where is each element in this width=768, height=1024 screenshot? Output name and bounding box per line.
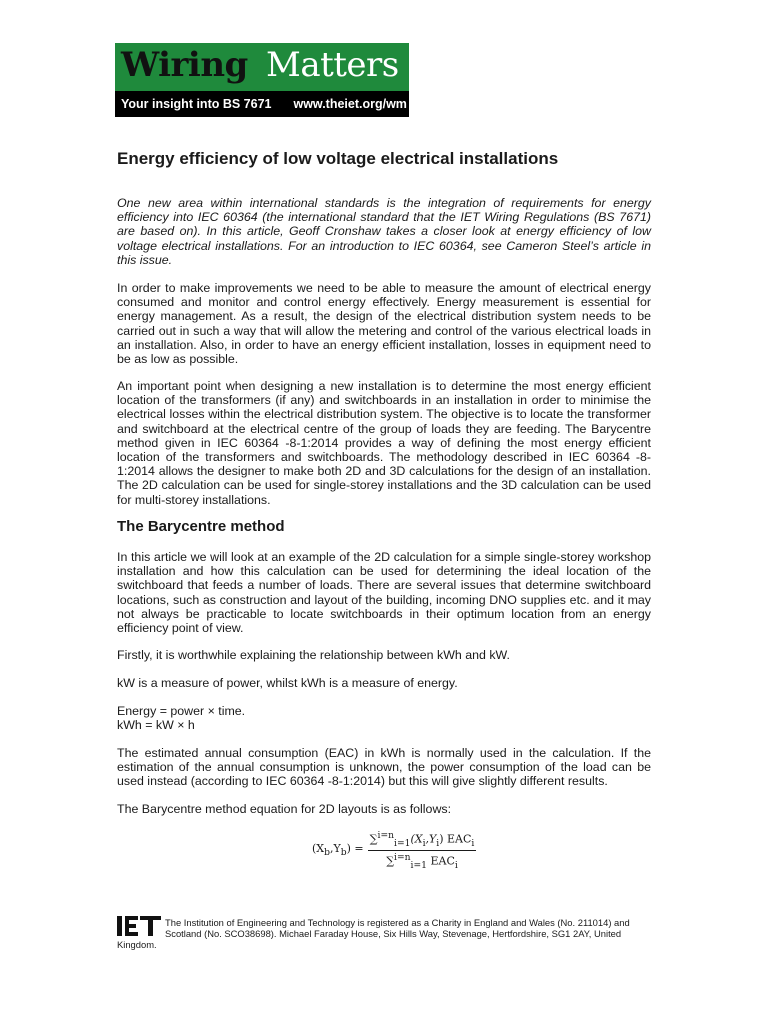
- banner-logo-area: [115, 43, 409, 91]
- barycentre-formula: [312, 830, 476, 871]
- energy-equation-line: Energy = power × time.: [117, 704, 246, 718]
- formula-numerator: $\sum^{i=n}_{i=1}(X_i,Y_i)$ $EAC_i$: [369, 830, 475, 849]
- paragraph-8: The Barycentre method equation for 2D layouts is as follows:: [117, 802, 452, 816]
- formula-lhs: $(X_b,Y_b)$ =: [312, 842, 364, 859]
- paragraph-7: The estimated annual consumption (EAC) in kWh is normally used in the calculation. If the estimation of the annual consumption is unknown, the power consumption of the load can be used instead (according to IEC 60364 -8-1:2014) but this will give slightly different results.: [117, 746, 651, 789]
- footer: [117, 917, 653, 950]
- banner-url: www.theiet.org/wm: [293, 97, 407, 111]
- iet-logo: [117, 915, 161, 937]
- paragraph-4: Firstly, it is worthwhile explaining the relationship between kWh and kW.: [117, 648, 511, 662]
- logo-word-wiring: Wiring: [121, 45, 248, 85]
- paragraph-2: An important point when designing a new installation is to determine the most energy efficient location of the transformers (if any) and switchboards in an installation in order to minimise the electrical losses within the electrical distribution system. The objective is to locate the transformer and switchboard at the electrical centre of the group of loads they are feeding. The Barycentre method given in IEC 60364 -8-1:2014 provides a way of defining the most energy efficient location of the transformers and switchboards. The methodology described in IEC 60364 -8-1:2014 allows the designer to make both 2D and 3D calculations for the design of an installation. The 2D calculation can be used for single-storey installations and the 3D calculation can be used for multi-storey installations.: [117, 379, 651, 507]
- article-title: Energy efficiency of low voltage electrical installations: [117, 149, 559, 168]
- banner-tagline-bar: [115, 91, 409, 117]
- kwh-equation-line: kWh = kW × h: [117, 718, 195, 733]
- banner-tagline: Your insight into BS 7671: [121, 97, 272, 111]
- formula-denominator: ∑$^{i=n}_{i=1}$ $EAC_i$: [386, 851, 458, 871]
- section-heading: The Barycentre method: [117, 518, 285, 535]
- logo-word-matters: Matters: [266, 45, 399, 85]
- footer-charity-text: The Institution of Engineering and Technology is registered as a Charity in England and Wales (No. 211014) and Scotland (No. SCO38698). Michael Faraday House, Six Hills Way, Stevenage, Hertfordshire, SG1 2AY, United Kingdom.: [117, 917, 630, 950]
- paragraph-3: In this article we will look at an example of the 2D calculation for a simple single-storey workshop installation and how this calculation can be used for determining the ideal location of the switchboard that feeds a number of loads. There are several issues that determine switchboard locations, such as construction and layout of the building, incoming DNO supplies etc. and it may not always be practicable to locate switchboards in their optimum location from an energy efficiency point of view.: [117, 550, 651, 636]
- paragraph-6: [117, 704, 651, 732]
- paragraph-5: kW is a measure of power, whilst kWh is a measure of energy.: [117, 676, 458, 690]
- wiring-matters-banner: [115, 43, 409, 117]
- intro-paragraph: One new area within international standards is the integration of requirements for energy efficiency into IEC 60364 (the international standard that the IET Wiring Regulations (BS 7671) are based on). In this article, Geoff Cronshaw takes a closer look at energy efficiency of low voltage electrical installations. For an introduction to IEC 60364, see Cameron Steel’s article in this issue.: [117, 196, 651, 267]
- formula-fraction: [368, 830, 477, 871]
- paragraph-1: In order to make improvements we need to be able to measure the amount of electrical energy consumed and monitor and control energy effectively. Energy measurement is essential for energy management. As a result, the design of the electrical distribution system needs to be carried out in such a way that will allow the metering and control of the various electrical loads in an installation. Also, in order to have an energy efficient installation, losses in equipment need to be as low as possible.: [117, 281, 651, 367]
